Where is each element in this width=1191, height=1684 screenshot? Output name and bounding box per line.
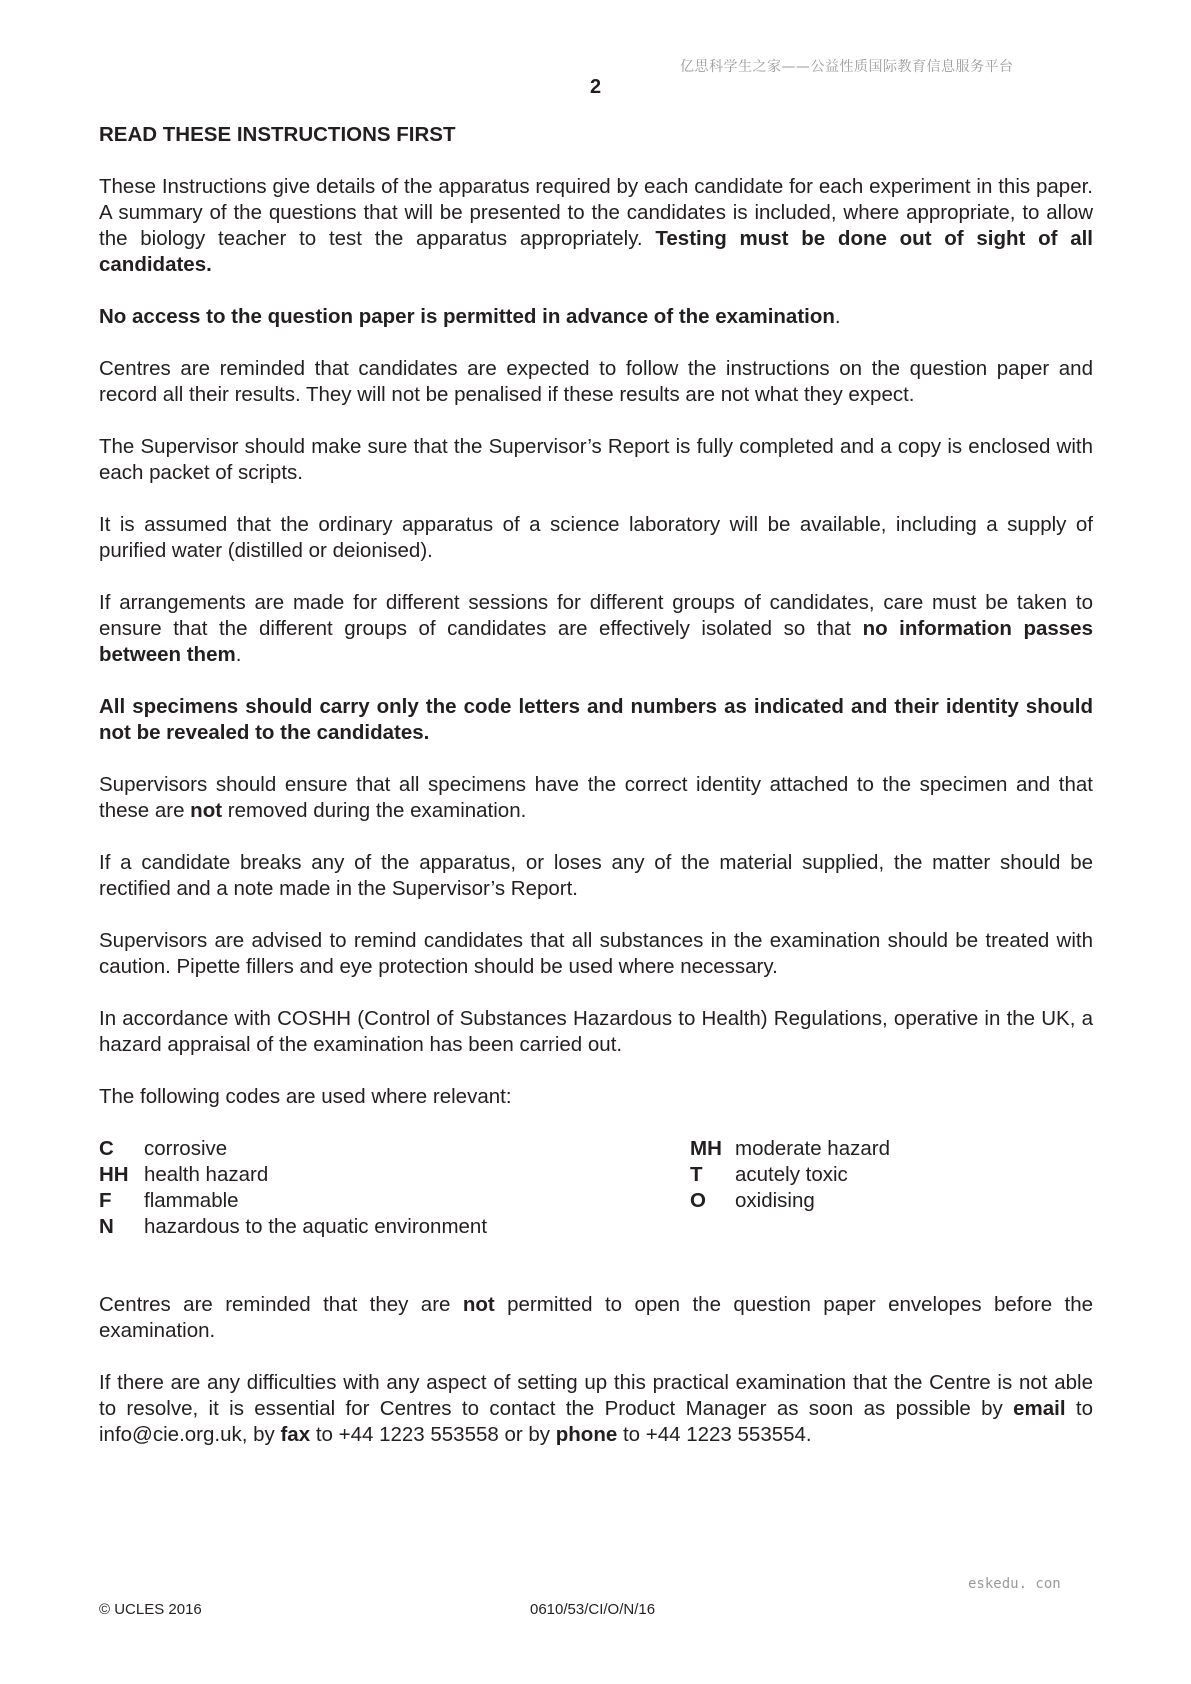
hazard-code-label: acutely toxic: [735, 1163, 848, 1186]
spacer: [99, 1266, 1093, 1292]
hazard-code-key: F: [99, 1189, 112, 1212]
header-watermark: 亿思科学生之家——公益性质国际教育信息服务平台: [680, 59, 1014, 75]
paragraph-specimens-codes: All specimens should carry only the code letters and numbers as indicated and their identity should not be revealed to the candidates.: [99, 695, 1093, 744]
paragraph-breakages: If a candidate breaks any of the apparatus, or loses any of the material supplied, the matter should be rectified and a note made in the Supervisor’s Report.: [99, 851, 1093, 900]
paragraph-coshh: In accordance with COSHH (Control of Substances Hazardous to Health) Regulations, operative in the UK, a hazard appraisal of the examination has been carried out.: [99, 1007, 1093, 1056]
codes-intro: The following codes are used where relevant:: [99, 1085, 512, 1108]
hazard-code-label: hazardous to the aquatic environment: [144, 1215, 488, 1238]
paragraph-ordinary-apparatus: It is assumed that the ordinary apparatus of a science laboratory will be available, including a supply of purified water (distilled or deionised).: [99, 513, 1093, 562]
page-heading: READ THESE INSTRUCTIONS FIRST: [99, 123, 456, 146]
paragraph-text: to info@cie.org.uk, by: [99, 1397, 1093, 1446]
hazard-code-label: moderate hazard: [735, 1137, 890, 1160]
hazard-code-row: [690, 1188, 1093, 1214]
paragraph-bold: Testing must be done out of sight of all candidates.: [99, 227, 1093, 276]
instructions-body: [99, 122, 1093, 1474]
paragraph-text: These Instructions give details of the apparatus required by each candidate for each experiment in this paper. A summary of the questions that will be presented to the candidates is included, where appropriate, to allow the biology teacher to test the apparatus appropriately.: [99, 175, 1093, 250]
paragraph-text: .: [235, 643, 242, 666]
paragraph-caution: Supervisors are advised to remind candidates that all substances in the examination should be treated with caution. Pipette fillers and eye protection should be used where necessary.: [99, 929, 1093, 978]
paragraph-apparatus: [99, 174, 1093, 278]
paragraph-sessions: [99, 590, 1093, 668]
paragraph-candidates-instructions: Centres are reminded that candidates are expected to follow the instructions on the question paper and record all their results. They will not be penalised if these results are not what they expect.: [99, 357, 1093, 406]
footer-watermark: eskedu. con: [968, 1576, 1061, 1592]
hazard-codes-right: [690, 1136, 1093, 1240]
hazard-code-row: [99, 1136, 690, 1162]
paragraph-contact: [99, 1370, 1093, 1448]
page-number: 2: [589, 76, 602, 98]
hazard-code-key: T: [690, 1163, 703, 1186]
footer-paper-code: 0610/53/CI/O/N/16: [530, 1601, 656, 1618]
hazard-code-row: [690, 1162, 1093, 1188]
paragraph-bold: fax: [280, 1423, 311, 1446]
paragraph-text: Centres are reminded that they are: [99, 1293, 463, 1316]
hazard-code-key: O: [690, 1189, 706, 1212]
paragraph-no-access: [99, 304, 1093, 330]
paragraph-text: removed during the examination.: [222, 799, 527, 822]
paragraph-text: Supervisors should ensure that all specimens have the correct identity attached to the specimen and that these are: [99, 773, 1093, 822]
paragraph-text: If arrangements are made for different sessions for different groups of candidates, care must be taken to ensure that the different groups of candidates are effectively isolated so that: [99, 591, 1093, 640]
paragraph-text: to +44 1223 553558 or by: [310, 1423, 556, 1446]
hazard-code-label: health hazard: [144, 1163, 269, 1186]
hazard-code-row: [99, 1162, 690, 1188]
hazard-code-label: flammable: [144, 1189, 239, 1212]
hazard-codes-left: [99, 1136, 690, 1240]
paragraph-bold: not: [462, 1293, 495, 1316]
hazard-code-key: MH: [690, 1137, 722, 1160]
hazard-code-key: HH: [99, 1163, 129, 1186]
paragraph-text: .: [834, 305, 841, 328]
paragraph-bold: no information passes between them: [99, 617, 1093, 666]
paragraph-bold: not: [190, 799, 223, 822]
paragraph-envelopes: [99, 1292, 1093, 1344]
paragraph-text: permitted to open the question paper envelopes before the examination.: [99, 1293, 1093, 1342]
paragraph-text: If there are any difficulties with any aspect of setting up this practical examination that the Centre is not able to resolve, it is essential for Centres to contact the Product Manager as soon as possible by: [99, 1371, 1093, 1420]
paragraph-specimen-identity: [99, 772, 1093, 824]
hazard-code-row: [99, 1188, 690, 1214]
hazard-code-row: [690, 1136, 1093, 1162]
footer-copyright: © UCLES 2016: [99, 1601, 202, 1618]
hazard-code-label: oxidising: [735, 1189, 815, 1212]
paragraph-supervisor-report: The Supervisor should make sure that the Supervisor’s Report is fully completed and a copy is enclosed with each packet of scripts.: [99, 435, 1093, 484]
hazard-code-key: N: [99, 1215, 114, 1238]
paragraph-bold: No access to the question paper is permitted in advance of the examination: [99, 305, 835, 328]
hazard-codes: [99, 1136, 1093, 1240]
hazard-code-key: C: [99, 1137, 114, 1160]
paragraph-bold: phone: [555, 1423, 618, 1446]
hazard-code-label: corrosive: [144, 1137, 228, 1160]
hazard-code-row: [99, 1214, 690, 1240]
paragraph-bold: email: [1013, 1397, 1066, 1420]
paragraph-text: to +44 1223 553554.: [617, 1423, 812, 1446]
